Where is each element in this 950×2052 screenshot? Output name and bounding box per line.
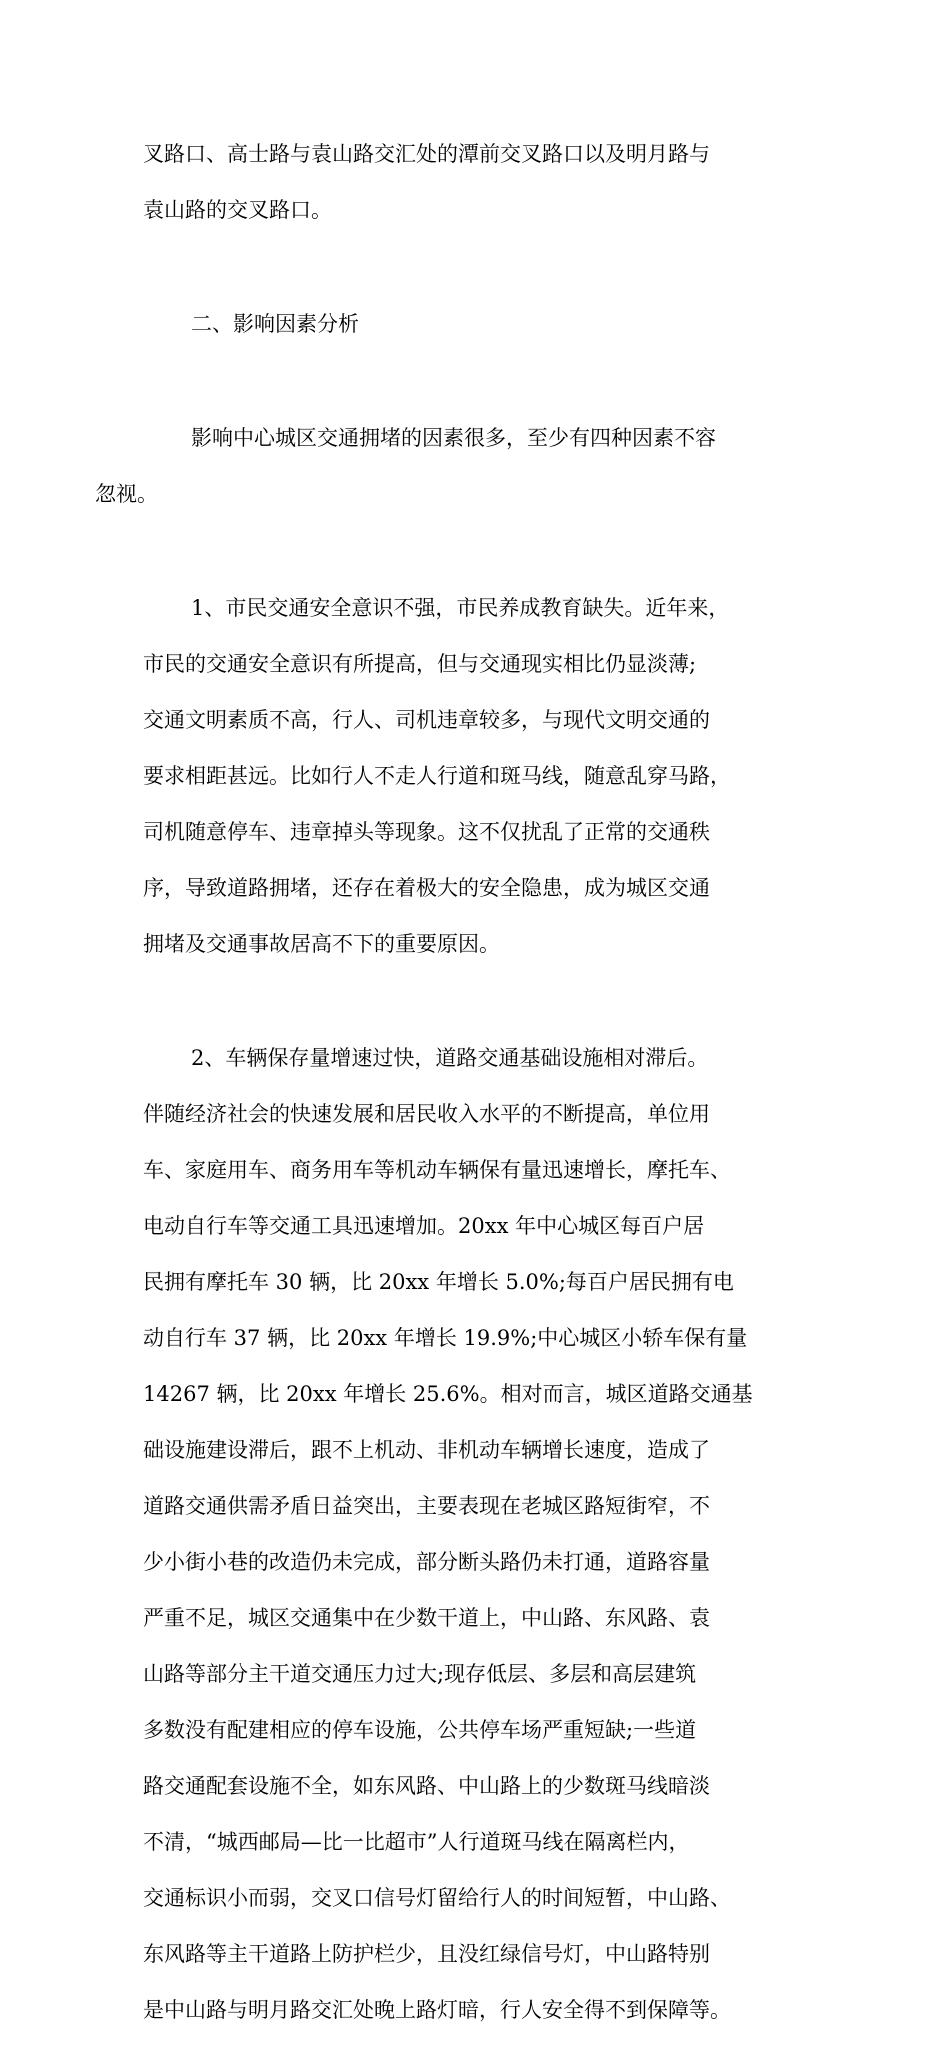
paragraph-factor-2 [143, 1016, 823, 2052]
text-line: 序，导致道路拥堵，还存在着极大的安全隐患，成为城区交通 [143, 876, 710, 900]
text-line: 1、市民交通安全意识不强，市民养成教育缺失。近年来， [191, 596, 730, 620]
paragraph-factor-1 [143, 566, 823, 986]
text-line: 市民的交通安全意识有所提高，但与交通现实相比仍显淡薄; [143, 652, 697, 676]
text-line: 忽视。 [95, 482, 158, 506]
paragraph-intersections [143, 112, 823, 252]
text-line: 袁山路的交叉路口。 [143, 198, 332, 222]
text-line: 交通标识小而弱，交叉口信号灯留给行人的时间短暂，中山路、 [143, 1886, 731, 1910]
text-line: 不清，“城西邮局—比一比超市”人行道斑马线在隔离栏内， [143, 1830, 690, 1854]
text-line: 14267 辆，比 20xx 年增长 25.6%。相对而言，城区道路交通基 [143, 1382, 753, 1406]
text-line: 东风路等主干道路上防护栏少，且没红绿信号灯，中山路特别 [143, 1942, 710, 1966]
text-line: 交通文明素质不高，行人、司机违章较多，与现代文明交通的 [143, 708, 710, 732]
text-line: 拥堵及交通事故居高不下的重要原因。 [143, 932, 500, 956]
text-line: 础设施建设滞后，跟不上机动、非机动车辆增长速度，造成了 [143, 1438, 710, 1462]
text-line: 动自行车 37 辆，比 20xx 年增长 19.9%;中心城区小轿车保有量 [143, 1326, 748, 1350]
text-line: 伴随经济社会的快速发展和居民收入水平的不断提高，单位用 [143, 1102, 710, 1126]
text-line: 司机随意停车、违章掉头等现象。这不仅扰乱了正常的交通秩 [143, 820, 710, 844]
text-line: 电动自行车等交通工具迅速增加。20xx 年中心城区每百户居 [143, 1214, 705, 1238]
text-line: 山路等部分主干道交通压力过大;现存低层、多层和高层建筑 [143, 1662, 697, 1686]
text-line: 要求相距甚远。比如行人不走人行道和斑马线，随意乱穿马路， [143, 764, 731, 788]
document-body [95, 112, 823, 2052]
text-line: 车、家庭用车、商务用车等机动车辆保有量迅速增长，摩托车、 [143, 1158, 731, 1182]
heading-text: 二、影响因素分析 [191, 312, 359, 336]
text-line: 路交通配套设施不全，如东风路、中山路上的少数斑马线暗淡 [143, 1774, 710, 1798]
text-line: 是中山路与明月路交汇处晚上路灯暗，行人安全得不到保障等。 [143, 1998, 731, 2022]
text-line: 2、车辆保存量增速过快，道路交通基础设施相对滞后。 [191, 1046, 709, 1070]
paragraph-intro [95, 396, 823, 536]
text-line: 道路交通供需矛盾日益突出，主要表现在老城区路短街窄，不 [143, 1494, 710, 1518]
text-line: 少小街小巷的改造仍未完成，部分断头路仍未打通，道路容量 [143, 1550, 710, 1574]
text-line: 叉路口、高士路与袁山路交汇处的潭前交叉路口以及明月路与 [143, 142, 710, 166]
text-line: 影响中心城区交通拥堵的因素很多，至少有四种因素不容 [191, 426, 716, 450]
text-line: 严重不足，城区交通集中在少数干道上，中山路、东风路、袁 [143, 1606, 710, 1630]
section-heading [143, 282, 823, 366]
text-line: 多数没有配建相应的停车设施，公共停车场严重短缺;一些道 [143, 1718, 697, 1742]
text-line: 民拥有摩托车 30 辆，比 20xx 年增长 5.0%;每百户居民拥有电 [143, 1270, 734, 1294]
